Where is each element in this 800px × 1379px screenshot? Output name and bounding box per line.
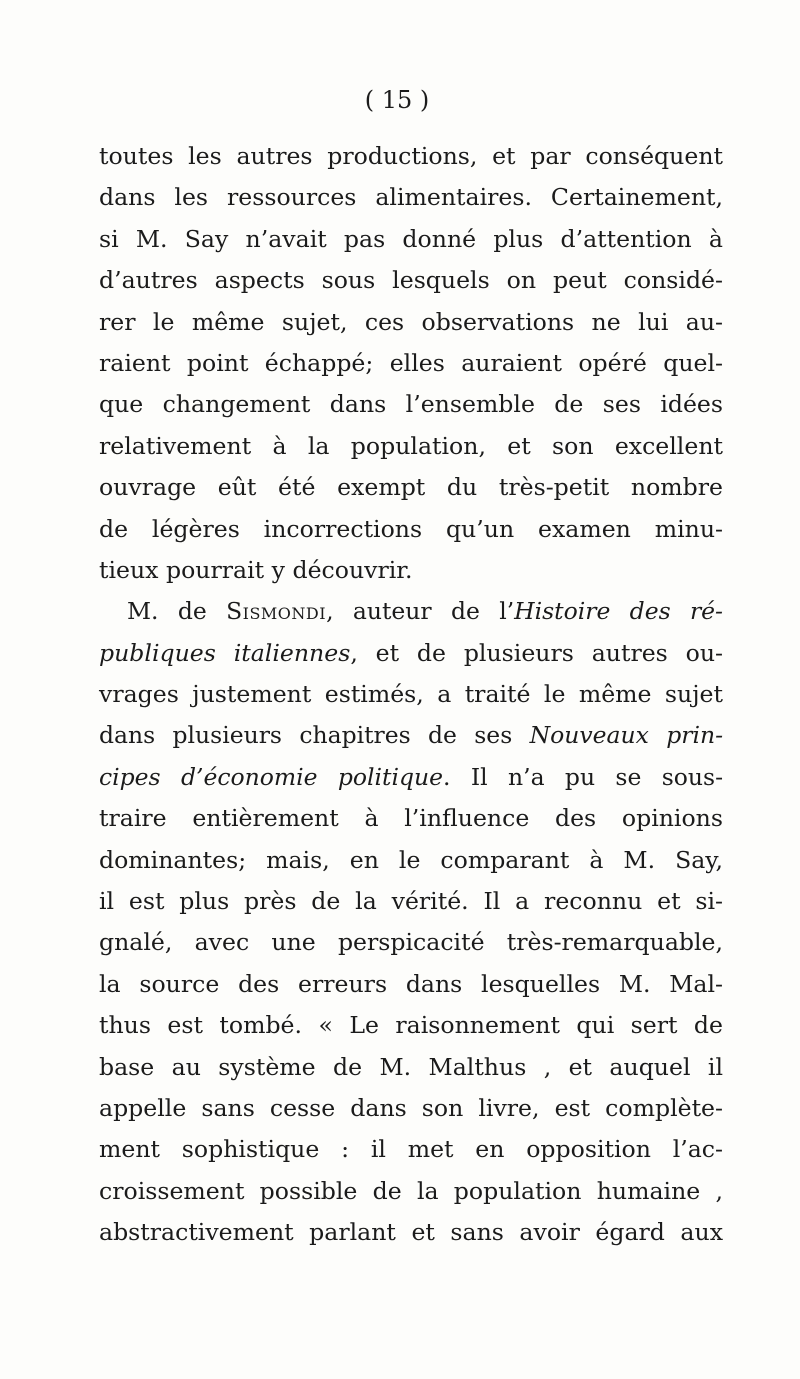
text-line [99, 757, 723, 798]
body-text [99, 136, 723, 1254]
text-line [99, 509, 723, 550]
text-run: il est plus près de la vérité. Il a reconnu et si- [99, 887, 723, 916]
text-line [99, 922, 723, 963]
text-run: croissement possible de la population humaine , [99, 1176, 723, 1205]
text-run: raient point échappé; elles auraient opéré quel- [99, 348, 723, 377]
text-line [99, 798, 723, 839]
text-line [99, 674, 723, 715]
text-line [99, 343, 723, 384]
text-run: M. de [127, 597, 227, 626]
text-line [99, 1047, 723, 1088]
text-run: dans plusieurs chapitres de ses [99, 721, 530, 750]
text-line [99, 177, 723, 218]
text-run: , et de plusieurs autres ou- [350, 638, 723, 667]
text-run: thus est tombé. « Le raisonnement qui sert de [99, 1011, 723, 1040]
text-line [99, 964, 723, 1005]
book-title-italic: publiques italiennes [99, 638, 351, 667]
text-run: ouvrage eût été exempt du très-petit nombre [99, 473, 723, 502]
text-run: que changement dans l’ensemble de ses idées [99, 390, 723, 419]
text-line [99, 881, 723, 922]
text-run: d’autres aspects sous lesquels on peut considé- [99, 266, 723, 295]
text-run: . Il n’a pu se sous- [443, 762, 723, 791]
text-run: , auteur de l’ [326, 597, 515, 626]
text-run: ment sophistique : il met en opposition l’ac- [99, 1135, 723, 1164]
text-line [99, 591, 723, 632]
text-run: base au système de M. Malthus , et auquel il [99, 1052, 723, 1081]
text-line [99, 715, 723, 756]
text-line [99, 426, 723, 467]
author-name-sismondi: Sismondi [226, 597, 327, 626]
text-run: relativement à la population, et son excellent [99, 431, 723, 460]
text-run: gnalé, avec une perspicacité très-remarquable, [99, 928, 723, 957]
text-run: appelle sans cesse dans son livre, est complète- [99, 1093, 723, 1122]
text-line [99, 633, 723, 674]
page-number: ( 15 ) [364, 86, 430, 114]
text-run: abstractivement parlant et sans avoir égard aux [99, 1218, 723, 1247]
book-title-italic: Nouveaux prin- [529, 721, 723, 750]
text-line [99, 302, 723, 343]
text-run: dans les ressources alimentaires. Certainement, [99, 183, 723, 212]
text-run: dominantes; mais, en le comparant à M. Say, [99, 845, 723, 874]
book-title-italic: cipes d’économie politique [99, 762, 444, 791]
text-run: traire entièrement à l’influence des opinions [99, 804, 723, 833]
text-line [99, 840, 723, 881]
text-run: tieux pourrait y découvrir. [99, 555, 413, 584]
text-line [99, 219, 723, 260]
text-run: de légères incorrections qu’un examen minu- [99, 514, 723, 543]
text-run: si M. Say n’avait pas donné plus d’attention à [99, 224, 723, 253]
text-line [99, 136, 723, 177]
text-run: toutes les autres productions, et par conséquent [99, 142, 723, 170]
text-run: vrages justement estimés, a traité le même sujet [99, 680, 723, 709]
text-line [99, 1129, 723, 1170]
text-line [99, 384, 723, 425]
text-line [99, 1212, 723, 1253]
text-line [99, 467, 723, 508]
text-run: rer le même sujet, ces observations ne lui au- [99, 307, 723, 336]
text-line [99, 1088, 723, 1129]
text-line [99, 1005, 723, 1046]
text-line [99, 1171, 723, 1212]
text-line [99, 260, 723, 301]
text-run: la source des erreurs dans lesquelles M. Mal- [99, 969, 723, 998]
text-line [99, 550, 723, 591]
book-title-italic: Histoire des ré- [514, 597, 723, 626]
